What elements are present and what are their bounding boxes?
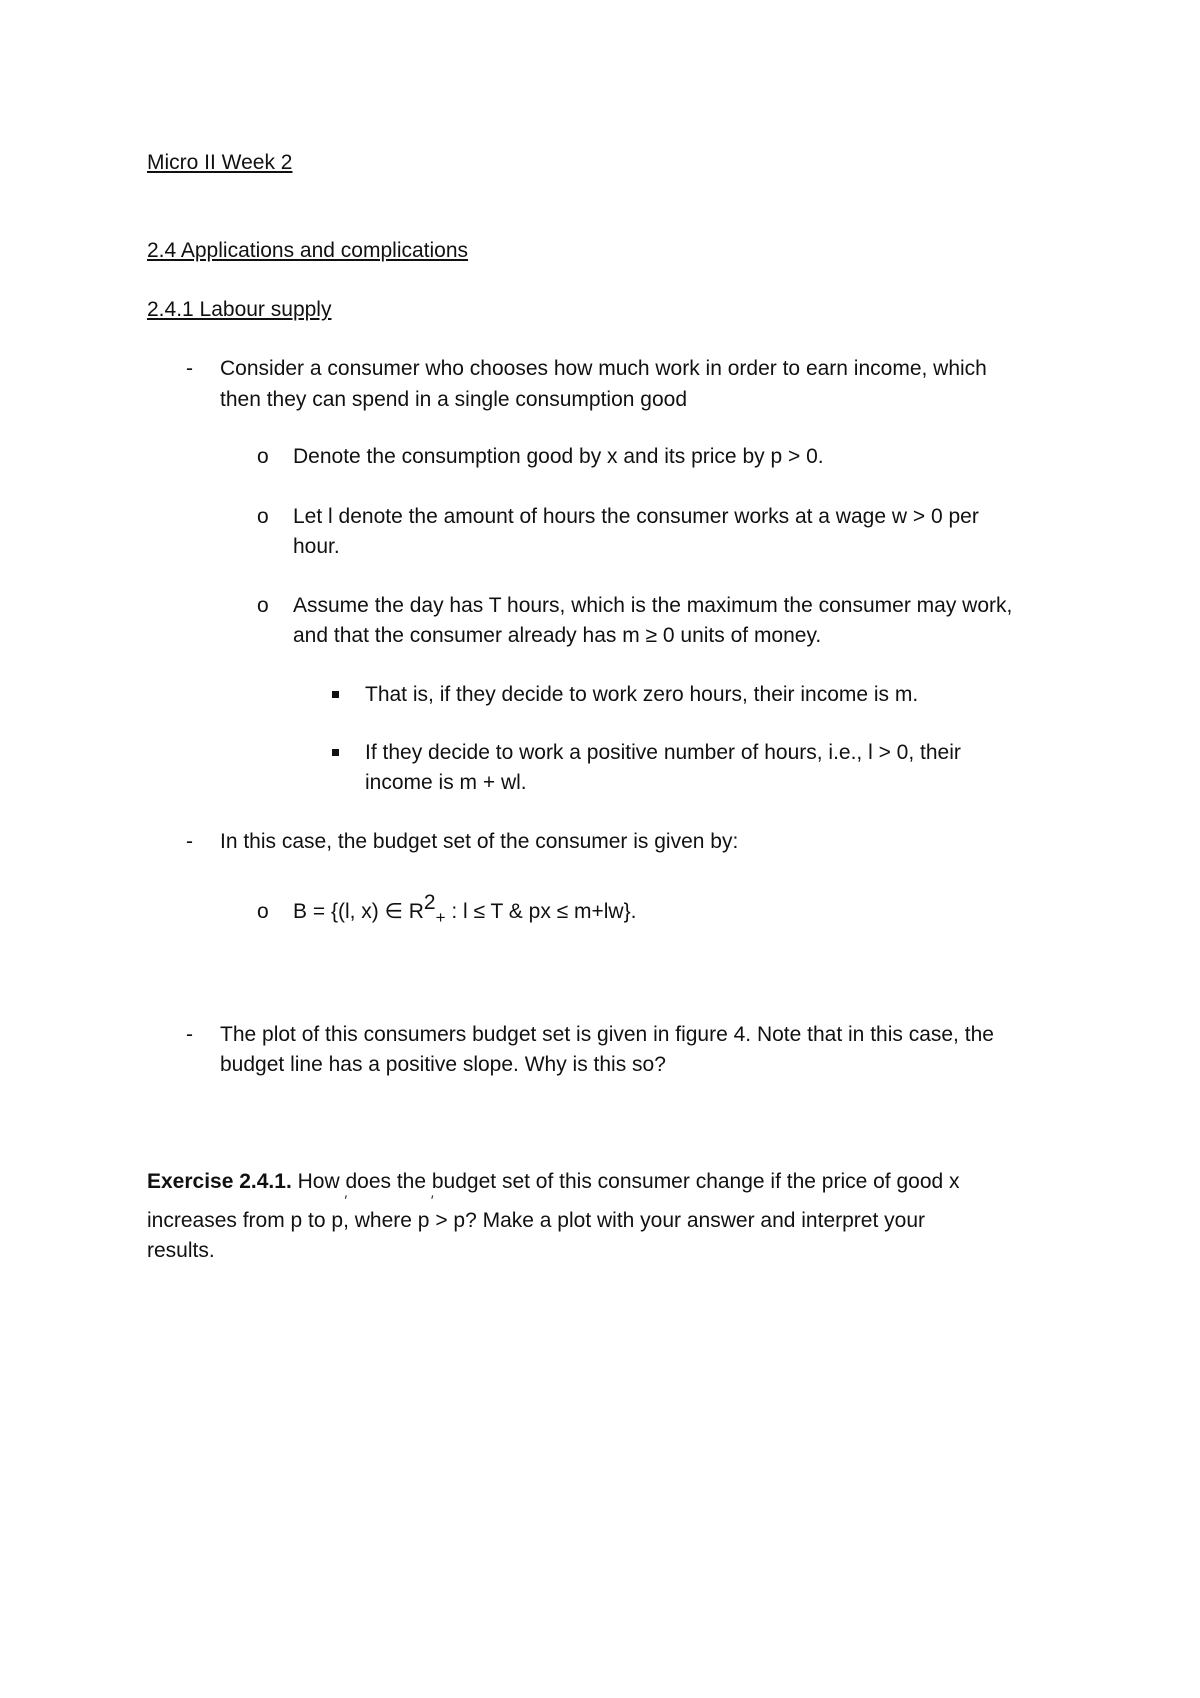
circle-marker: o bbox=[257, 445, 269, 468]
bullet3-line2: budget line has a positive slope. Why is this so? bbox=[220, 1053, 666, 1076]
formula-subscript: + bbox=[435, 908, 446, 927]
subsub1-text: That is, if they decide to work zero hours, their income is m. bbox=[365, 683, 919, 706]
sub3-line2: and that the consumer already has m ≥ 0 units of money. bbox=[293, 624, 822, 647]
dash-marker: - bbox=[186, 357, 193, 380]
bullet2-text: In this case, the budget set of the consumer is given by: bbox=[220, 830, 739, 853]
bullet3-line1: The plot of this consumers budget set is given in figure 4. Note that in this case, the bbox=[220, 1023, 994, 1046]
exercise-label: Exercise 2.4.1. bbox=[147, 1170, 292, 1193]
exercise-line2 bbox=[147, 1192, 925, 1236]
budget-set-formula bbox=[293, 891, 637, 928]
subsection-heading: 2.4.1 Labour supply bbox=[147, 298, 332, 321]
circle-marker: o bbox=[257, 505, 269, 528]
exercise-line2-c: > p? Make a plot with your answer and interpret your bbox=[429, 1209, 925, 1232]
circle-marker: o bbox=[257, 594, 269, 617]
bullet1-line2: then they can spend in a single consumption good bbox=[220, 388, 687, 411]
exercise-line2-a: increases from p to bbox=[147, 1209, 332, 1232]
sub2-line1: Let l denote the amount of hours the consumer works at a wage w > 0 per bbox=[293, 505, 979, 528]
document-title: Micro II Week 2 bbox=[147, 151, 293, 174]
exercise-line2-b: , where bbox=[343, 1209, 418, 1232]
circle-marker: o bbox=[257, 900, 269, 923]
square-bullet-icon bbox=[332, 749, 339, 756]
sub3-line1: Assume the day has T hours, which is the maximum the consumer may work, bbox=[293, 594, 1013, 617]
subsub2-line2: income is m + wl. bbox=[365, 771, 527, 794]
dash-marker: - bbox=[186, 1023, 193, 1046]
formula-superscript: 2 bbox=[423, 891, 436, 914]
p-prime-2: p ′ bbox=[417, 1192, 434, 1232]
square-bullet-icon bbox=[332, 691, 339, 698]
dash-marker: - bbox=[186, 830, 193, 853]
exercise-line3: results. bbox=[147, 1239, 215, 1262]
bullet1-line1: Consider a consumer who chooses how much work in order to earn income, which bbox=[220, 357, 987, 380]
sub2-line2: hour. bbox=[293, 535, 340, 558]
sub1-text: Denote the consumption good by x and its price by p > 0. bbox=[293, 445, 824, 468]
p-prime-1: p ′ bbox=[331, 1192, 348, 1232]
subsub2-line1: If they decide to work a positive number of hours, i.e., l > 0, their bbox=[365, 741, 961, 764]
formula-part1: B = {(l, x) ∈ R bbox=[293, 900, 424, 923]
section-heading: 2.4 Applications and complications bbox=[147, 239, 469, 262]
exercise-line1-text: How does the budget set of this consumer change if the price of good x bbox=[291, 1170, 960, 1193]
formula-part2: : l ≤ T & px ≤ m+lw}. bbox=[445, 900, 637, 923]
exercise-line1 bbox=[147, 1167, 960, 1197]
